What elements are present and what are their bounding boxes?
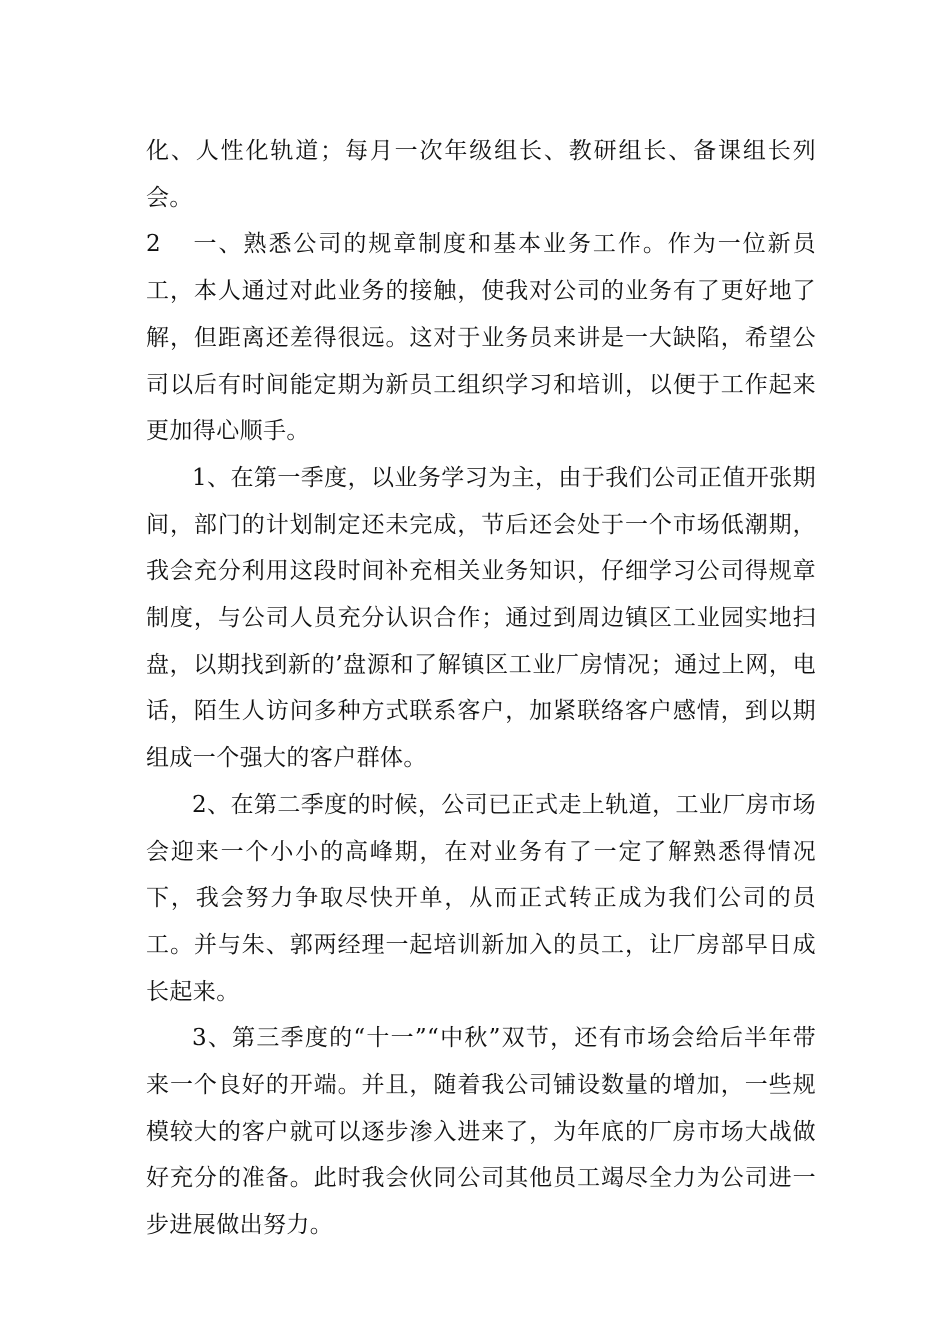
paragraph-q2: 2、在第二季度的时候，公司已正式走上轨道，工业厂房市场会迎来一个小小的高峰期，在对业务有了一定了解熟悉得情况下，我会努力争取尽快开单，从而正式转正成为我们公司的员工。并与朱、郭两经理一起培训新加入的员工，让厂房部早日成长起来。 xyxy=(146,791,816,1005)
paragraph-q1: 1、在第一季度，以业务学习为主，由于我们公司正值开张期间，部门的计划制定还未完成，节后还会处于一个市场低潮期，我会充分利用这段时间补充相关业务知识，仔细学习公司得规章制度，与公司人员充分认识合作；通过到周边镇区工业园实地扫盘，以期找到新的’盘源和了解镇区工业厂房情况；通过上网，电话，陌生人访问多种方式联系客户，加紧联络客户感情，到以期组成一个强大的客户群体。 xyxy=(146,464,816,772)
paragraph-q3: 3、第三季度的“十一”“中秋”双节，还有市场会给后半年带来一个良好的开端。并且，随着我公司铺设数量的增加，一些规模较大的客户就可以逐步渗入进来了，为年底的厂房市场大战做好充分的准备。此时我会伙同公司其他员工竭尽全力为公司进一步进展做出努力。 xyxy=(146,1025,816,1239)
paragraph-text: 一、熟悉公司的规章制度和基本业务工作。作为一位新员工，本人通过对此业务的接触，使我对公司的业务有了更好地了解，但距离还差得很远。这对于业务员来讲是一大缺陷，希望公司以后有时间能定期为新员工组织学习和培训，以便于工作起来更加得心顺手。 xyxy=(146,231,816,445)
paragraph-continuation: 化、人性化轨道；每月一次年级组长、教研组长、备课组长列会。 xyxy=(146,138,816,211)
paragraph-section-2 xyxy=(146,221,816,455)
document-body xyxy=(146,128,816,1249)
paragraph-number-label: 2 xyxy=(146,231,162,258)
